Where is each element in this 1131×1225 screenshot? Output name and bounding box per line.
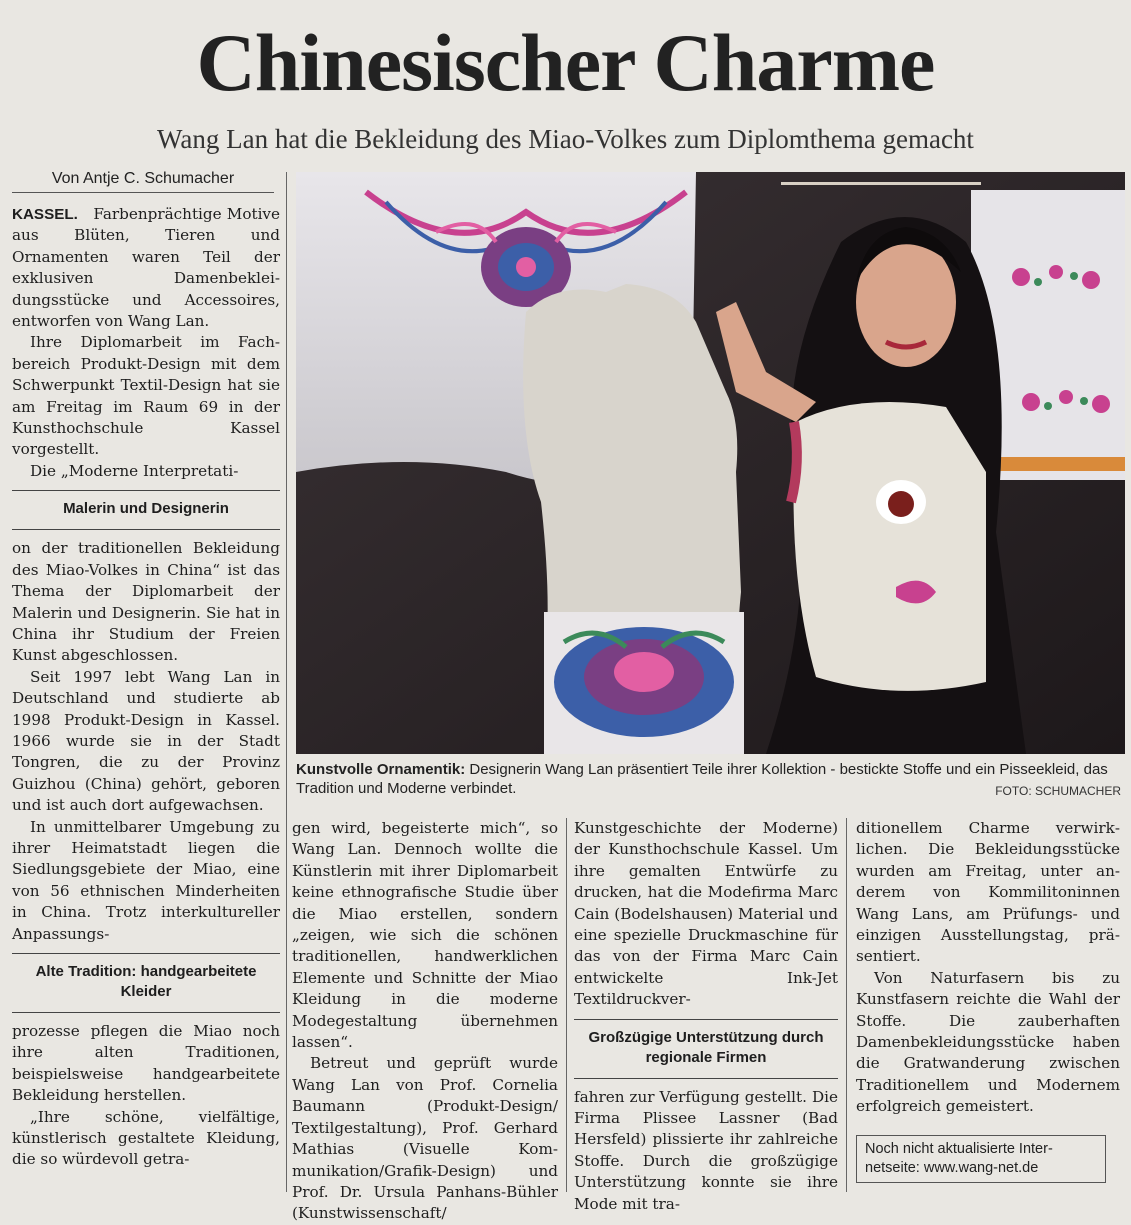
paragraph: gen wird, begeisterte mich“, so Wang Lan. Dennoch wollte die Künstlerin mit ihrer Diplomarbeit keine ethnografische Studie über die Miao erstellen, sondern „zeigen, wie sich die schönen traditionellen, handwerklichen Elemente und Schnitte der Miao Kleidung in die moderne Modegestaltung übernehmen lassen“. [292, 819, 558, 1052]
paragraph: Die „Moderne Interpretati- [30, 461, 239, 480]
column-rule [846, 818, 847, 1192]
paragraph: fahren zur Verfügung gestellt. Die Firma Plissee Lassner (Bad Hersfeld) plissierte ihr zahlreiche Stoffe. Durch die großzügige Unterstützung konnte sie ihre Mode mit tra- [574, 1087, 838, 1213]
byline: Von Antje C. Schumacher [12, 170, 274, 193]
photo-credit: FOTO: SCHUMACHER [995, 784, 1121, 798]
subheadline: Wang Lan hat die Bekleidung des Miao-Volkes zum Diplomthema gemacht [157, 124, 974, 154]
photo-illustration [296, 172, 1125, 754]
paragraph: Von Naturfasern bis zu Kunstfasern reichte die Wahl der Stoffe. Die zauberhaften Damenbekleidungsstücke haben die Gratwanderung zwischen Traditionellem und Modernem erfolgreich gemeistert. [856, 968, 1120, 1116]
column-3 [574, 818, 838, 1215]
paragraph [12, 204, 280, 332]
paragraph: In unmittelbarer Umgebung zu ihrer Heimatstadt liegen die Siedlungsgebiete der Miao, eine von 56 ethnischen Minderheiten in China. Trotz interkultureller Anpassungs- [12, 817, 280, 943]
column-4 [856, 818, 1120, 1118]
paragraph: Kunstgeschichte der Moderne) der Kunsthochschule Kassel. Um ihre gemalten Entwürfe zu drucken, hat die Modefirma Marc Cain (Bodelshausen) Material und eine spezielle Druckmaschine für das von der Firma Marc Cain entwickelte Ink-Jet Textildruckver- [574, 819, 838, 1009]
paragraph: ditionellem Charme verwirklichen. Die Bekleidungsstücke wurden am Freitag, unter anderem von Kommilitoninnen Wang Lans, am Prüfungs- und einzigen Ausstellungstag, präsentiert. [856, 819, 1120, 966]
skirt-embroidery [554, 627, 734, 737]
paragraph-text: Farbenprächtige Motive aus Blüten, Tieren und Ornamenten waren Teil der exklusiven Damenbekleidungsstücke und Accessoires, entworfen von Wang Lan. [12, 205, 281, 331]
section-subhead: Malerin und Designerin [12, 490, 280, 530]
photo [296, 172, 1125, 754]
section-subhead: Alte Tradition: handgearbeitete Kleider [12, 953, 280, 1013]
paragraph: prozesse pflegen die Miao noch ihre alten Traditionen, beispielsweise handgearbeitete Bekleidung herstellen. [12, 1022, 280, 1105]
section-subhead: Großzügige Unterstützung durch regionale Firmen [574, 1019, 838, 1079]
headline: Chinesischer Charme [196, 17, 935, 108]
paragraph: on der traditionellen Bekleidung des Miao-Volkes in China“ ist das Thema der Diplomarbeit der Malerin und Designerin. Sie hat in China ihr Studium der Freien Kunst abgeschlossen. [12, 539, 280, 665]
column-1 [12, 204, 280, 1171]
dateline: KASSEL. [12, 206, 78, 223]
caption-text: Designerin Wang Lan präsentiert Teile ihrer Kollektion - bestickte Stoffe und ein Pisseekleid, das Tradition und Moderne verbindet. [296, 761, 1108, 797]
column-2 [292, 818, 558, 1225]
paragraph: Seit 1997 lebt Wang Lan in Deutschland und studierte ab 1998 Produkt-Design in Kassel. 1966 wurde sie in der Stadt Tongren, die zu der Provinz Guizhou (China) gehört, geboren und ist auch dort aufgewachsen. [12, 667, 280, 815]
column-rule [566, 818, 567, 1192]
info-box: Noch nicht aktualisierte Internetseite: www.wang-net.de [856, 1135, 1106, 1183]
paragraph: Ihre Diplomarbeit im Fachbereich Produkt-Design mit dem Schwerpunkt Textil-Design hat sie am Freitag im Raum 69 in der Kunsthochschule Kassel vorgestellt. [12, 333, 280, 459]
caption-lead: Kunstvolle Ornamentik: [296, 761, 466, 778]
column-rule [286, 172, 287, 1192]
paragraph: Betreut und geprüft wurde Wang Lan von Prof. Cornelia Baumann (Produkt-Design/ Textilgestaltung), Prof. Gerhard Mathias (Visuelle Kommunikation/Grafik-Design) und Prof. Dr. Ursula Panhans-Bühler (Kunstwissenschaft/ [292, 1054, 558, 1223]
paragraph: „Ihre schöne, vielfältige, künstlerisch gestaltete Kleidung, die so würdevoll getra- [12, 1107, 280, 1169]
